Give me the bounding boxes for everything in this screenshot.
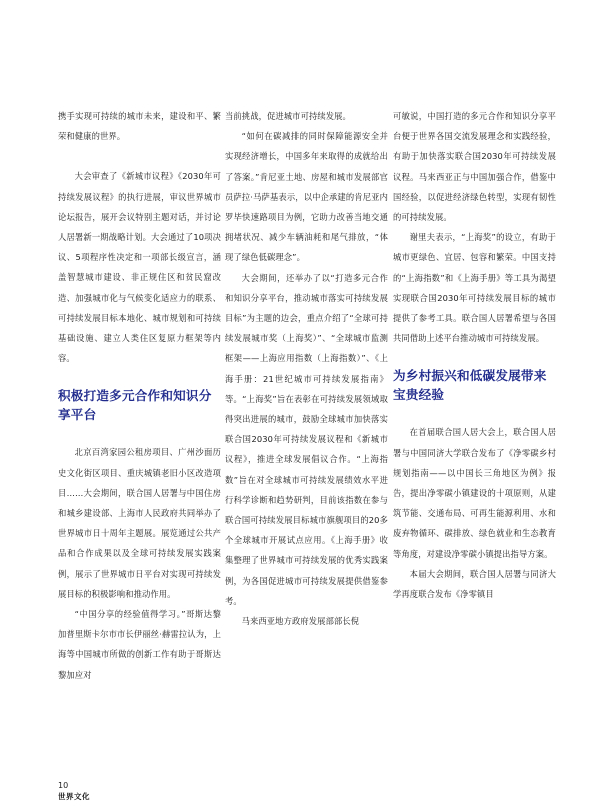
magazine-brand: 世界文化 <box>58 792 90 801</box>
paragraph: 在首届联合国人居大会上，联合国人居署与中国同济大学联合发布了《净零碳乡村规划指南——以中国长三角地区为例》报告，提出净零碳小镇建设的十项原则，从建筑节能、交通布局、可再生能源利用、水和废弃物循环、碳排放、绿色就业和生态教育等角度，对建设净零碳小镇提出指导方案。 <box>393 427 556 559</box>
section-heading: 积极打造多元合作和知识分享平台 <box>58 388 212 423</box>
paragraph: “如何在碳减排的同时保障能源安全并实现经济增长，中国多年来取得的成就给出了答案。”肯尼亚土地、房屋和城市发展部官员萨拉·马萨基表示，以中企承建的肯尼亚内罗毕快速路项目为例，它助力改善当地交通拥堵状况、减少车辆油耗和尾气排放，“体现了绿色低碳理念”。 <box>225 131 388 263</box>
paragraph: 大会期间，还举办了以“打造多元合作和知识分享平台，推动城市落实可持续发展目标”为主题的边会，重点介绍了“全球可持续发展城市奖（上海奖）”、“全球城市监测框架——上海应用指数（上海指数）”、《上海手册：21世纪城市可持续发展指南》等。“上海奖”旨在表彰在可持续发展领域取得突出进展的城市，鼓励全球城市加快落实联合国2030年可持续发展议程和《新城市议程》，推进全球发展倡议合作。“上海指数”旨在对全球城市可持续发展绩效水平进行科学诊断和趋势研判，目前该指数在参与联合国可持续发展目标城市旗舰项目的20多个全球城市开展试点应用。《上海手册》收集整理了世界城市可持续发展的优秀实践案例，为各国促进城市可持续发展提供借鉴参考。 <box>225 272 388 606</box>
paragraph: 北京百湾家园公租房项目、广州沙面历史文化街区项目、重庆城镇老旧小区改造项目……大会期间，联合国人居署与中国住房和城乡建设部、上海市人民政府共同举办了世界城市日十周年主题展。展览通过公共产品和合作成果以及全球可持续发展实践案例，展示了世界城市日平台对实现可持续发展目标的积极影响和推动作用。 <box>58 447 221 599</box>
paragraph: 本届大会期间，联合国人居署与同济大学再度联合发布《净零镇目 <box>393 568 556 600</box>
section-heading: 为乡村振兴和低碳发展带来宝贵经验 <box>393 368 547 403</box>
article-column-2 <box>225 106 388 631</box>
paragraph: “中国分享的经验值得学习。”哥斯达黎加普里斯卡尔市市长伊丽丝·赫雷拉认为，上海等中国城市所做的创新工作有助于哥斯达黎加应对 <box>58 609 221 680</box>
page-number: 10 <box>58 781 69 790</box>
paragraph: 可敏说，中国打造的多元合作和知识分享平台便于世界各国交流发展理念和实践经验，有助于加快落实联合国2030年可持续发展议程。马来西亚正与中国加强合作，借鉴中国经验，以促进经济绿色转型，实现有韧性的可持续发展。 <box>393 111 556 223</box>
article-column-3 <box>393 106 556 604</box>
paragraph: 当前挑战，促进城市可持续发展。 <box>225 111 351 121</box>
paragraph: 马来西亚地方政府发展部部长倪 <box>241 616 360 627</box>
paragraph: 谢里夫表示，“上海奖”的设立，有助于城市更绿色、宜居、包容和繁荣。中国支持的“上海指数”和《上海手册》等工具为渴望实现联合国2030年可持续发展目标的城市提供了参考工具。联合国人居署希望与各国共同借助上述平台推动城市可持续发展。 <box>393 232 556 344</box>
article-column-1 <box>58 106 221 685</box>
paragraph: 大会审查了《新城市议程》《2030年可持续发展议程》的执行进展，审议世界城市论坛报告，展开会议特别主题对话，并讨论人居署新一期战略计划。大会通过了10项决议、5项程序性决定和一项部长级宣言，涵盖智慧城市建设、非正规住区和贫民窟改造、加强城市化与气候变化适应力的联系、可持续发展目标本地化、城市规划和可持续基础设施、建立人类住区复原力框架等内容。 <box>58 171 221 364</box>
paragraph: 携手实现可持续的城市未来，建设和平、繁荣和健康的世界。 <box>58 111 221 142</box>
